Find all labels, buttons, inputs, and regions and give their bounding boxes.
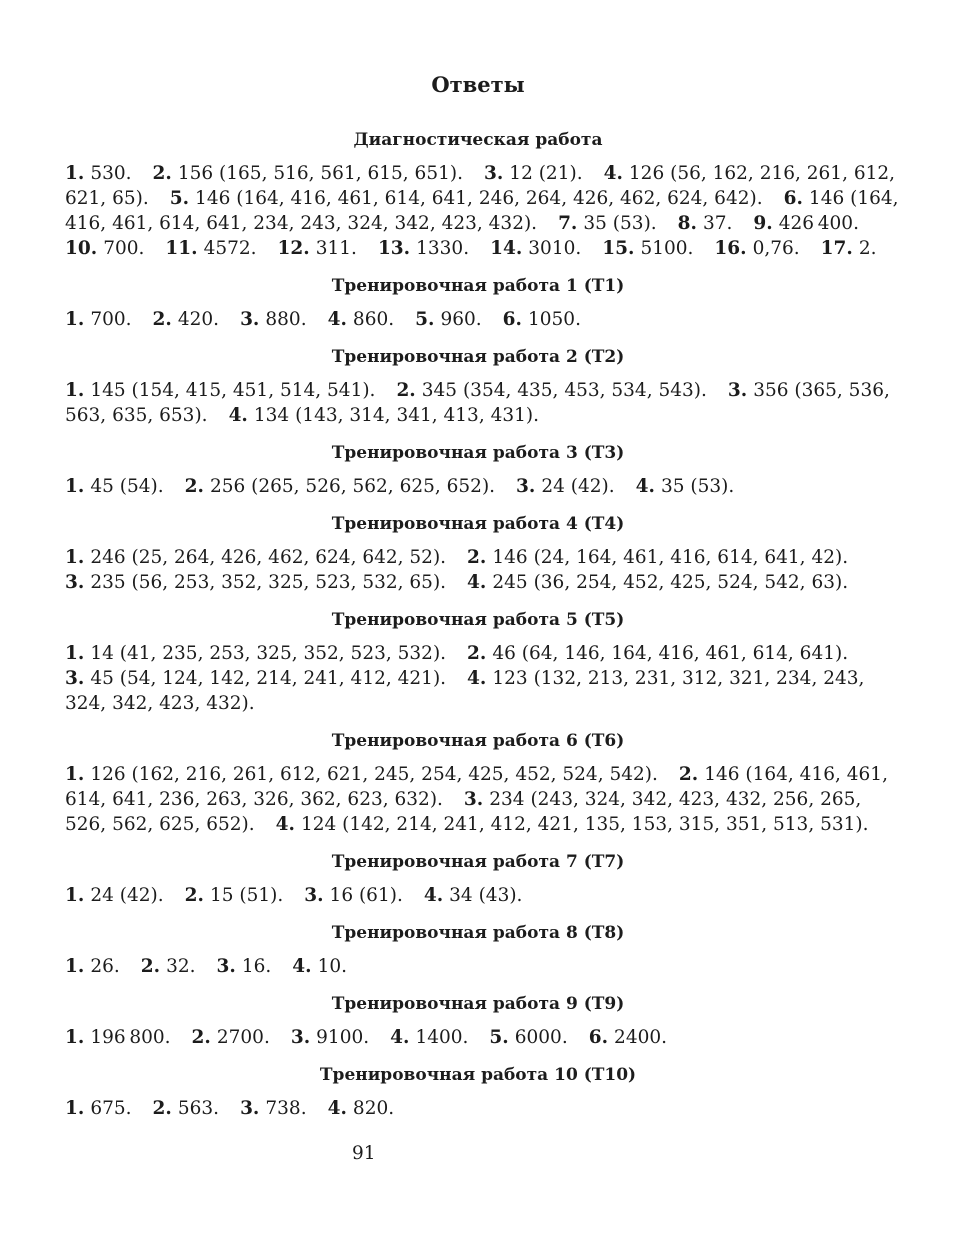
answer-text: 2400. [614,1026,668,1048]
answer-number: 3. [65,571,85,593]
answer-item [65,213,537,234]
answer-item [415,309,482,330]
answer-line [65,403,891,428]
page-title: Ответы [431,72,525,97]
answer-section [65,608,891,716]
answer-item [484,163,583,184]
answer-item [304,885,403,906]
answer-number: 6. [783,187,803,209]
answer-item [240,309,307,330]
answer-number: 2. [191,1026,211,1048]
answer-item [821,238,877,259]
answer-number: 6. [502,308,522,330]
answer-section [65,921,891,979]
answer-item [784,188,899,209]
answer-text: 16. [241,955,272,977]
answer-item [65,476,164,497]
answer-text: 46 (64, 146, 164, 416, 461, 614, 641). [492,642,849,664]
answer-text: 324, 342, 423, 432). [65,692,255,714]
answer-number: 4. [603,162,623,184]
answer-item [396,380,706,401]
answer-text: 134 (143, 314, 341, 413, 431). [253,404,539,426]
answer-line [65,787,891,812]
answer-line [65,474,891,499]
answer-item [65,1098,132,1119]
section-heading: Тренировочная работа 8 (Т8) [331,922,625,943]
answer-text: 256 (265, 526, 562, 625, 652). [209,475,496,497]
section-heading: Тренировочная работа 5 (Т5) [331,609,625,630]
answer-number: 15. [602,237,635,259]
answer-line [65,236,891,261]
answer-number: 3. [290,1026,311,1048]
answer-item [65,643,446,664]
answer-item [65,956,120,977]
answer-text: 124 (142, 214, 241, 412, 421, 135, 153, 315, 351, 513, 531). [300,813,869,835]
answer-item [65,380,375,401]
answer-text: 3010. [528,237,582,259]
answer-item [328,309,395,330]
answer-text: 416, 461, 614, 641, 234, 243, 324, 342, 423, 432). [65,212,538,234]
answer-item [679,764,888,785]
answer-number: 3. [240,1097,260,1119]
answer-line [65,883,891,908]
answer-number: 3. [216,955,236,977]
answer-section [65,128,899,261]
answer-item [165,238,256,259]
answer-item [65,814,255,835]
answer-text: 16 (61). [329,884,403,906]
answer-number: 3. [240,308,260,330]
answer-number: 1. [65,379,85,401]
answer-text: 196 800. [90,1026,171,1048]
answer-number: 16. [714,237,747,259]
section-heading: Тренировочная работа 6 (Т6) [331,730,625,751]
answer-text: 246 (25, 264, 426, 462, 624, 642, 52). [90,546,447,568]
answer-item [240,1098,307,1119]
answer-number: 2. [152,308,172,330]
answer-number: 4. [327,1097,347,1119]
answer-number: 4. [228,404,248,426]
answer-line [65,211,891,236]
answer-line [65,666,891,691]
answer-text: 35 (53). [660,475,735,497]
answer-text: 24 (42). [90,884,164,906]
answer-item [292,956,347,977]
answer-number: 6. [588,1026,609,1048]
answer-item [378,238,469,259]
answer-text: 37. [703,212,733,234]
answer-number: 2. [140,955,161,977]
answer-text: 1330. [416,237,470,259]
answer-item [604,163,895,184]
answer-number: 5. [169,187,190,209]
answer-line [65,186,899,211]
answer-item [467,547,848,568]
answer-item [65,547,446,568]
answer-item [65,163,132,184]
answer-number: 3. [727,379,748,401]
answer-item [65,238,144,259]
answer-text: 563, 635, 653). [65,404,208,426]
answer-number: 1. [65,884,85,906]
answer-number: 4. [423,884,444,906]
answer-text: 700. [90,308,132,330]
answer-text: 960. [440,308,482,330]
answer-item [678,213,733,234]
answer-item [516,476,615,497]
answer-text: 0,76. [752,237,800,259]
answer-item [328,1098,395,1119]
section-heading: Тренировочная работа 2 (Т2) [331,346,625,367]
answer-number: 4. [327,308,347,330]
answer-text: 146 (24, 164, 461, 416, 614, 641, 42). [492,546,849,568]
answer-text: 235 (56, 253, 352, 325, 523, 532, 65). [90,571,447,593]
answer-text: 6000. [514,1026,568,1048]
answer-section [65,729,891,837]
answer-item [153,163,463,184]
answer-number: 1. [65,162,85,184]
answer-number: 2. [396,379,416,401]
section-heading: Тренировочная работа 9 (Т9) [331,993,625,1014]
answer-number: 3. [463,788,484,810]
answer-text: 5100. [640,237,694,259]
answer-text: 621, 65). [65,187,149,209]
answer-line [65,545,891,570]
answer-line [65,570,891,595]
answer-number: 2. [152,1097,172,1119]
answer-text: 34 (43). [449,884,523,906]
answer-item [464,789,861,810]
answer-item [65,885,164,906]
answer-text: 126 (56, 162, 216, 261, 612, [628,162,896,184]
answer-item [192,1027,270,1048]
answer-number: 8. [677,212,697,234]
answer-section [65,512,891,595]
answer-section [65,992,891,1050]
answer-text: 2. [858,237,877,259]
answer-section [65,274,891,332]
answer-item [65,405,208,426]
answer-item [424,885,523,906]
answer-text: 563. [177,1097,220,1119]
answer-item [65,789,443,810]
answer-text: 738. [265,1097,307,1119]
answer-section [65,1063,891,1121]
answer-text: 26. [90,955,120,977]
answer-item [229,405,539,426]
answer-item [153,1098,220,1119]
answer-number: 2. [184,475,204,497]
answer-number: 17. [820,237,853,259]
answer-item [141,956,196,977]
answer-number: 1. [65,308,85,330]
answer-text: 860. [352,308,395,330]
answer-section [65,850,891,908]
answer-text: 156 (165, 516, 561, 615, 651). [177,162,463,184]
answer-line [65,691,891,716]
answer-number: 4. [467,667,487,689]
answer-line [65,1096,891,1121]
answer-number: 13. [377,237,411,259]
answer-text: 234 (243, 324, 342, 423, 432, 256, 265, [489,788,862,810]
answer-item [636,476,735,497]
answer-section [65,441,891,499]
answer-number: 14. [490,237,523,259]
section-heading: Диагностическая работа [353,129,603,150]
answer-number: 1. [65,763,85,785]
answer-text: 45 (54, 124, 142, 214, 241, 412, 421). [90,667,447,689]
answer-item [489,1027,567,1048]
answer-item [65,693,255,714]
answer-item [65,188,149,209]
answer-item [467,668,864,689]
answer-text: 530. [90,162,132,184]
answer-text: 24 (42). [541,475,615,497]
answer-item [714,238,799,259]
answer-number: 2. [152,162,172,184]
answer-item [65,764,658,785]
answer-item [291,1027,369,1048]
answer-line [65,378,891,403]
answer-number: 11. [165,237,198,259]
page-number: 91 [352,1142,376,1164]
answer-number: 4. [390,1026,410,1048]
answer-text: 356 (365, 536, [753,379,890,401]
answer-item [153,309,220,330]
answer-text: 45 (54). [90,475,164,497]
answer-item [185,476,495,497]
answer-number: 4. [467,571,487,593]
answer-number: 1. [65,475,85,497]
answer-text: 880. [265,308,307,330]
answer-text: 675. [90,1097,132,1119]
answer-text: 700. [103,237,145,259]
answer-item [467,643,848,664]
answer-item [185,885,284,906]
answer-number: 9. [753,212,773,234]
answer-number: 10. [65,237,98,259]
answer-number: 1. [65,1026,85,1048]
answer-number: 5. [415,308,435,330]
answer-text: 526, 562, 625, 652). [65,813,255,835]
answer-text: 12 (21). [509,162,583,184]
answer-item [217,956,272,977]
answer-item [65,1027,171,1048]
answer-text: 9100. [316,1026,370,1048]
answer-text: 15 (51). [209,884,284,906]
answer-section [65,345,891,428]
answer-line [65,762,891,787]
answer-number: 1. [65,642,85,664]
answer-text: 1400. [415,1026,469,1048]
answer-text: 32. [166,955,196,977]
answer-item [170,188,763,209]
answer-text: 245 (36, 254, 452, 425, 524, 542, 63). [492,571,849,593]
answer-text: 311. [315,237,357,259]
answer-text: 345 (354, 435, 453, 534, 543). [421,379,707,401]
answer-number: 2. [678,763,699,785]
answer-text: 426 400. [778,212,859,234]
answer-text: 145 (154, 415, 451, 514, 541). [90,379,376,401]
answer-number: 2. [184,884,204,906]
answer-text: 126 (162, 216, 261, 612, 621, 245, 254, 425, 452, 524, 542). [90,763,658,785]
answer-item [753,213,859,234]
answer-text: 2700. [216,1026,270,1048]
answer-sections [65,128,899,1121]
answer-item [490,238,581,259]
answer-line [65,307,891,332]
section-heading: Тренировочная работа 10 (Т10) [319,1064,637,1085]
answer-number: 4. [635,475,655,497]
answer-item [65,668,446,689]
answer-item [65,309,132,330]
answer-item [558,213,657,234]
answer-line [65,954,891,979]
answer-item [602,238,693,259]
answer-item [503,309,581,330]
answer-text: 10. [317,955,347,977]
section-heading: Тренировочная работа 3 (Т3) [331,442,625,463]
section-heading: Тренировочная работа 7 (Т7) [331,851,625,872]
answer-item [278,238,357,259]
answer-text: 1050. [527,308,581,330]
answer-text: 14 (41, 235, 253, 325, 352, 523, 532). [90,642,447,664]
answer-item [390,1027,468,1048]
answer-line [65,1025,891,1050]
answer-number: 3. [304,884,324,906]
answer-text: 614, 641, 236, 263, 326, 362, 623, 632). [65,788,443,810]
answer-item [276,814,869,835]
section-heading: Тренировочная работа 4 (Т4) [331,513,625,534]
answer-text: 420. [177,308,220,330]
answer-item [65,572,446,593]
section-heading: Тренировочная работа 1 (Т1) [331,275,625,296]
answer-number: 1. [65,1097,85,1119]
answer-number: 1. [65,955,85,977]
answer-text: 4572. [203,237,257,259]
answer-number: 2. [467,546,487,568]
answer-number: 3. [65,667,85,689]
answer-text: 146 (164, 416, 461, 614, 641, 246, 264, 426, 462, 624, 642). [195,187,763,209]
answer-number: 4. [275,813,295,835]
answer-number: 3. [516,475,536,497]
answer-text: 146 (164, 416, 461, [704,763,888,785]
answer-number: 4. [292,955,312,977]
answer-text: 35 (53). [583,212,657,234]
answer-number: 12. [277,237,310,259]
answer-item [589,1027,667,1048]
answer-line [65,161,896,186]
answer-line [65,812,891,837]
answer-number: 7. [558,212,578,234]
answer-number: 2. [467,642,487,664]
answer-number: 3. [483,162,504,184]
answers-page [65,0,899,1166]
answer-line [65,641,891,666]
answer-item [467,572,848,593]
answer-text: 146 (164, [808,187,899,209]
answer-item [728,380,890,401]
answer-number: 1. [65,546,85,568]
answer-number: 5. [489,1026,509,1048]
answer-text: 123 (132, 213, 231, 312, 321, 234, 243, [492,667,865,689]
answer-text: 820. [352,1097,395,1119]
